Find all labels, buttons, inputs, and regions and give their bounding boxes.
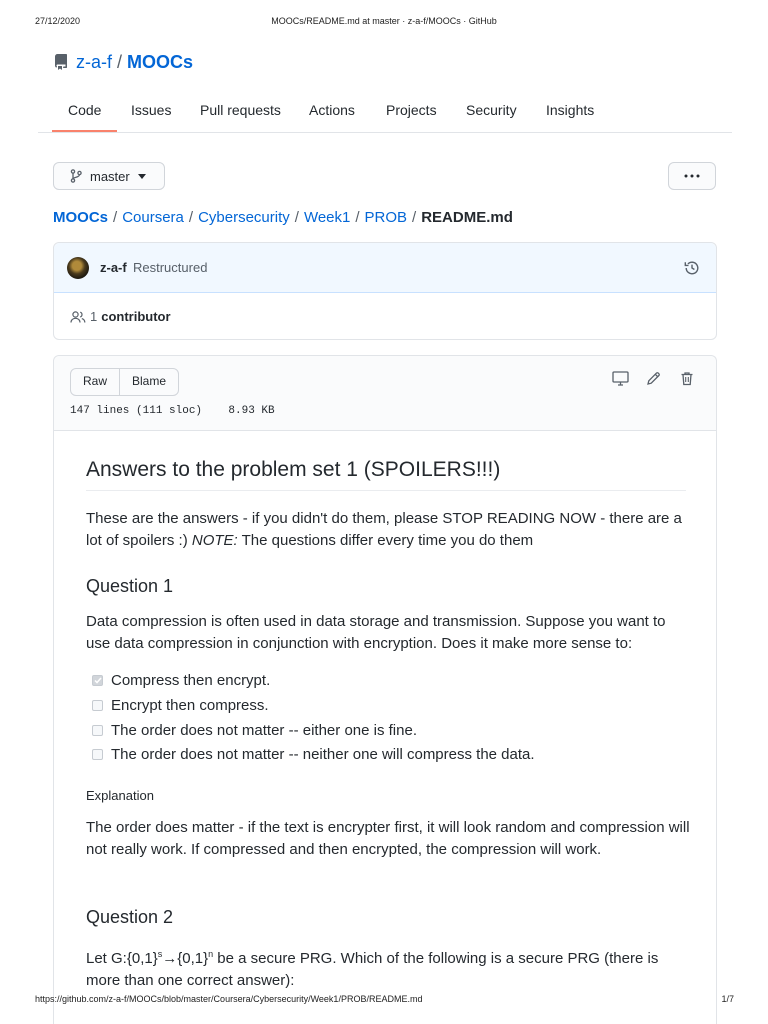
pencil-icon[interactable] [646,371,661,386]
q2-arrow: →{0,1} [162,950,209,967]
file-viewer [53,355,717,1024]
tab-insights[interactable]: Insights [546,102,595,118]
breadcrumb [53,207,513,227]
breadcrumb-link-cybersecurity[interactable]: Cybersecurity [198,208,290,226]
breadcrumb-separator: / [412,208,417,226]
print-footer [0,994,768,1008]
checkbox-unchecked[interactable] [92,700,103,711]
contributor-label: contributor [101,309,171,324]
breadcrumb-separator: / [188,208,194,226]
tab-actions[interactable]: Actions [309,102,355,118]
contributors-row[interactable] [70,309,171,324]
repo-title [53,50,193,74]
avatar[interactable] [67,257,89,279]
blame-button[interactable]: Blame [119,369,178,395]
checkbox-unchecked[interactable] [92,749,103,760]
explanation-heading: Explanation [86,788,154,803]
task-item [92,695,269,715]
breadcrumb-link-prob[interactable]: PROB [364,208,408,226]
intro-note-label: NOTE: [191,532,238,549]
branch-name: master [90,168,130,184]
intro-note-text: The questions differ every time you do them [237,532,534,549]
print-title: MOOCs/README.md at master · z-a-f/MOOCs · GitHub [271,16,497,26]
commit-message-link[interactable]: Restructured [133,260,208,275]
breadcrumb-link-moocs[interactable]: MOOCs [53,208,109,226]
q2-superscript-s: s [157,949,163,959]
task-label: The order does not matter -- either one is fine. [111,721,417,739]
print-url: https://github.com/z-a-f/MOOCs/blob/master/Coursera/Cybersecurity/Week1/PROB/README.md [35,994,423,1004]
intro-paragraph [86,508,691,552]
q2-superscript-n: n [208,949,214,959]
task-label: Encrypt then compress. [111,696,269,714]
trash-icon[interactable] [680,371,694,386]
repo-owner-link[interactable]: z-a-f [76,51,112,72]
q2-prefix: Let G:{0,1} [86,950,158,967]
breadcrumb-separator: / [355,208,360,226]
repo-icon [53,54,69,70]
task-item [92,744,535,764]
task-label: Compress then encrypt. [111,671,271,689]
repo-nav-tabs [38,90,732,133]
readme-title: Answers to the problem set 1 (SPOILERS!!!) [86,458,686,491]
repo-separator: / [117,51,123,72]
question-2-text [86,943,691,992]
task-item [92,720,417,740]
tab-pull-requests[interactable]: Pull requests [200,102,281,118]
breadcrumb-separator: / [294,208,299,226]
explanation-text: The order does matter - if the text is encrypter first, it will look random and compression will not really work. If compressed and then encrypted, the compression will work. [86,819,690,858]
intro-text: These are the answers - if you didn't do them, please STOP READING NOW - there are a lot of spoilers :) [86,510,682,549]
repo-name-link[interactable]: MOOCs [127,51,194,72]
print-date: 27/12/2020 [35,16,81,26]
desktop-icon[interactable] [612,371,629,386]
task-label: The order does not matter -- neither one will compress the data. [111,745,535,763]
question-1-text: Data compression is often used in data storage and transmission. Suppose you want to use data compression in conjunction with encryption. Does it make more sense to: [86,613,666,652]
file-header [54,356,716,431]
print-header [0,16,768,30]
checkbox-unchecked[interactable] [92,725,103,736]
commit-author-link[interactable]: z-a-f [100,260,127,275]
breadcrumb-link-week1[interactable]: Week1 [303,208,351,226]
raw-button[interactable]: Raw [83,374,108,388]
contributor-count: 1 [90,309,98,324]
kebab-horizontal-icon [684,174,700,178]
file-meta: 147 lines (111 sloc) 8.93 KB [70,405,275,417]
tab-issues[interactable]: Issues [131,102,172,118]
q2-suffix: be a secure PRG. Which of the following is a secure PRG (there is more than one correct answer): [86,950,659,989]
question-1-heading: Question 1 [86,576,174,596]
tab-security[interactable]: Security [466,102,517,118]
task-item [92,670,270,690]
history-icon[interactable] [684,260,700,276]
print-page-number: 1/7 [721,994,734,1004]
latest-commit-box [53,242,717,340]
tab-projects[interactable]: Projects [386,102,437,118]
git-branch-icon [70,169,82,183]
file-view-button-group [70,368,179,396]
breadcrumb-link-coursera[interactable]: Coursera [122,208,184,226]
question-2-heading: Question 2 [86,907,174,927]
branch-selector-button[interactable] [53,162,165,190]
chevron-down-icon [138,174,146,179]
more-options-button[interactable] [668,162,716,190]
tab-code[interactable]: Code [68,90,101,131]
breadcrumb-separator: / [113,208,118,226]
checkbox-checked[interactable] [92,675,103,686]
people-icon [70,310,86,324]
commit-header [54,243,716,293]
breadcrumb-current-file: README.md [421,208,513,226]
